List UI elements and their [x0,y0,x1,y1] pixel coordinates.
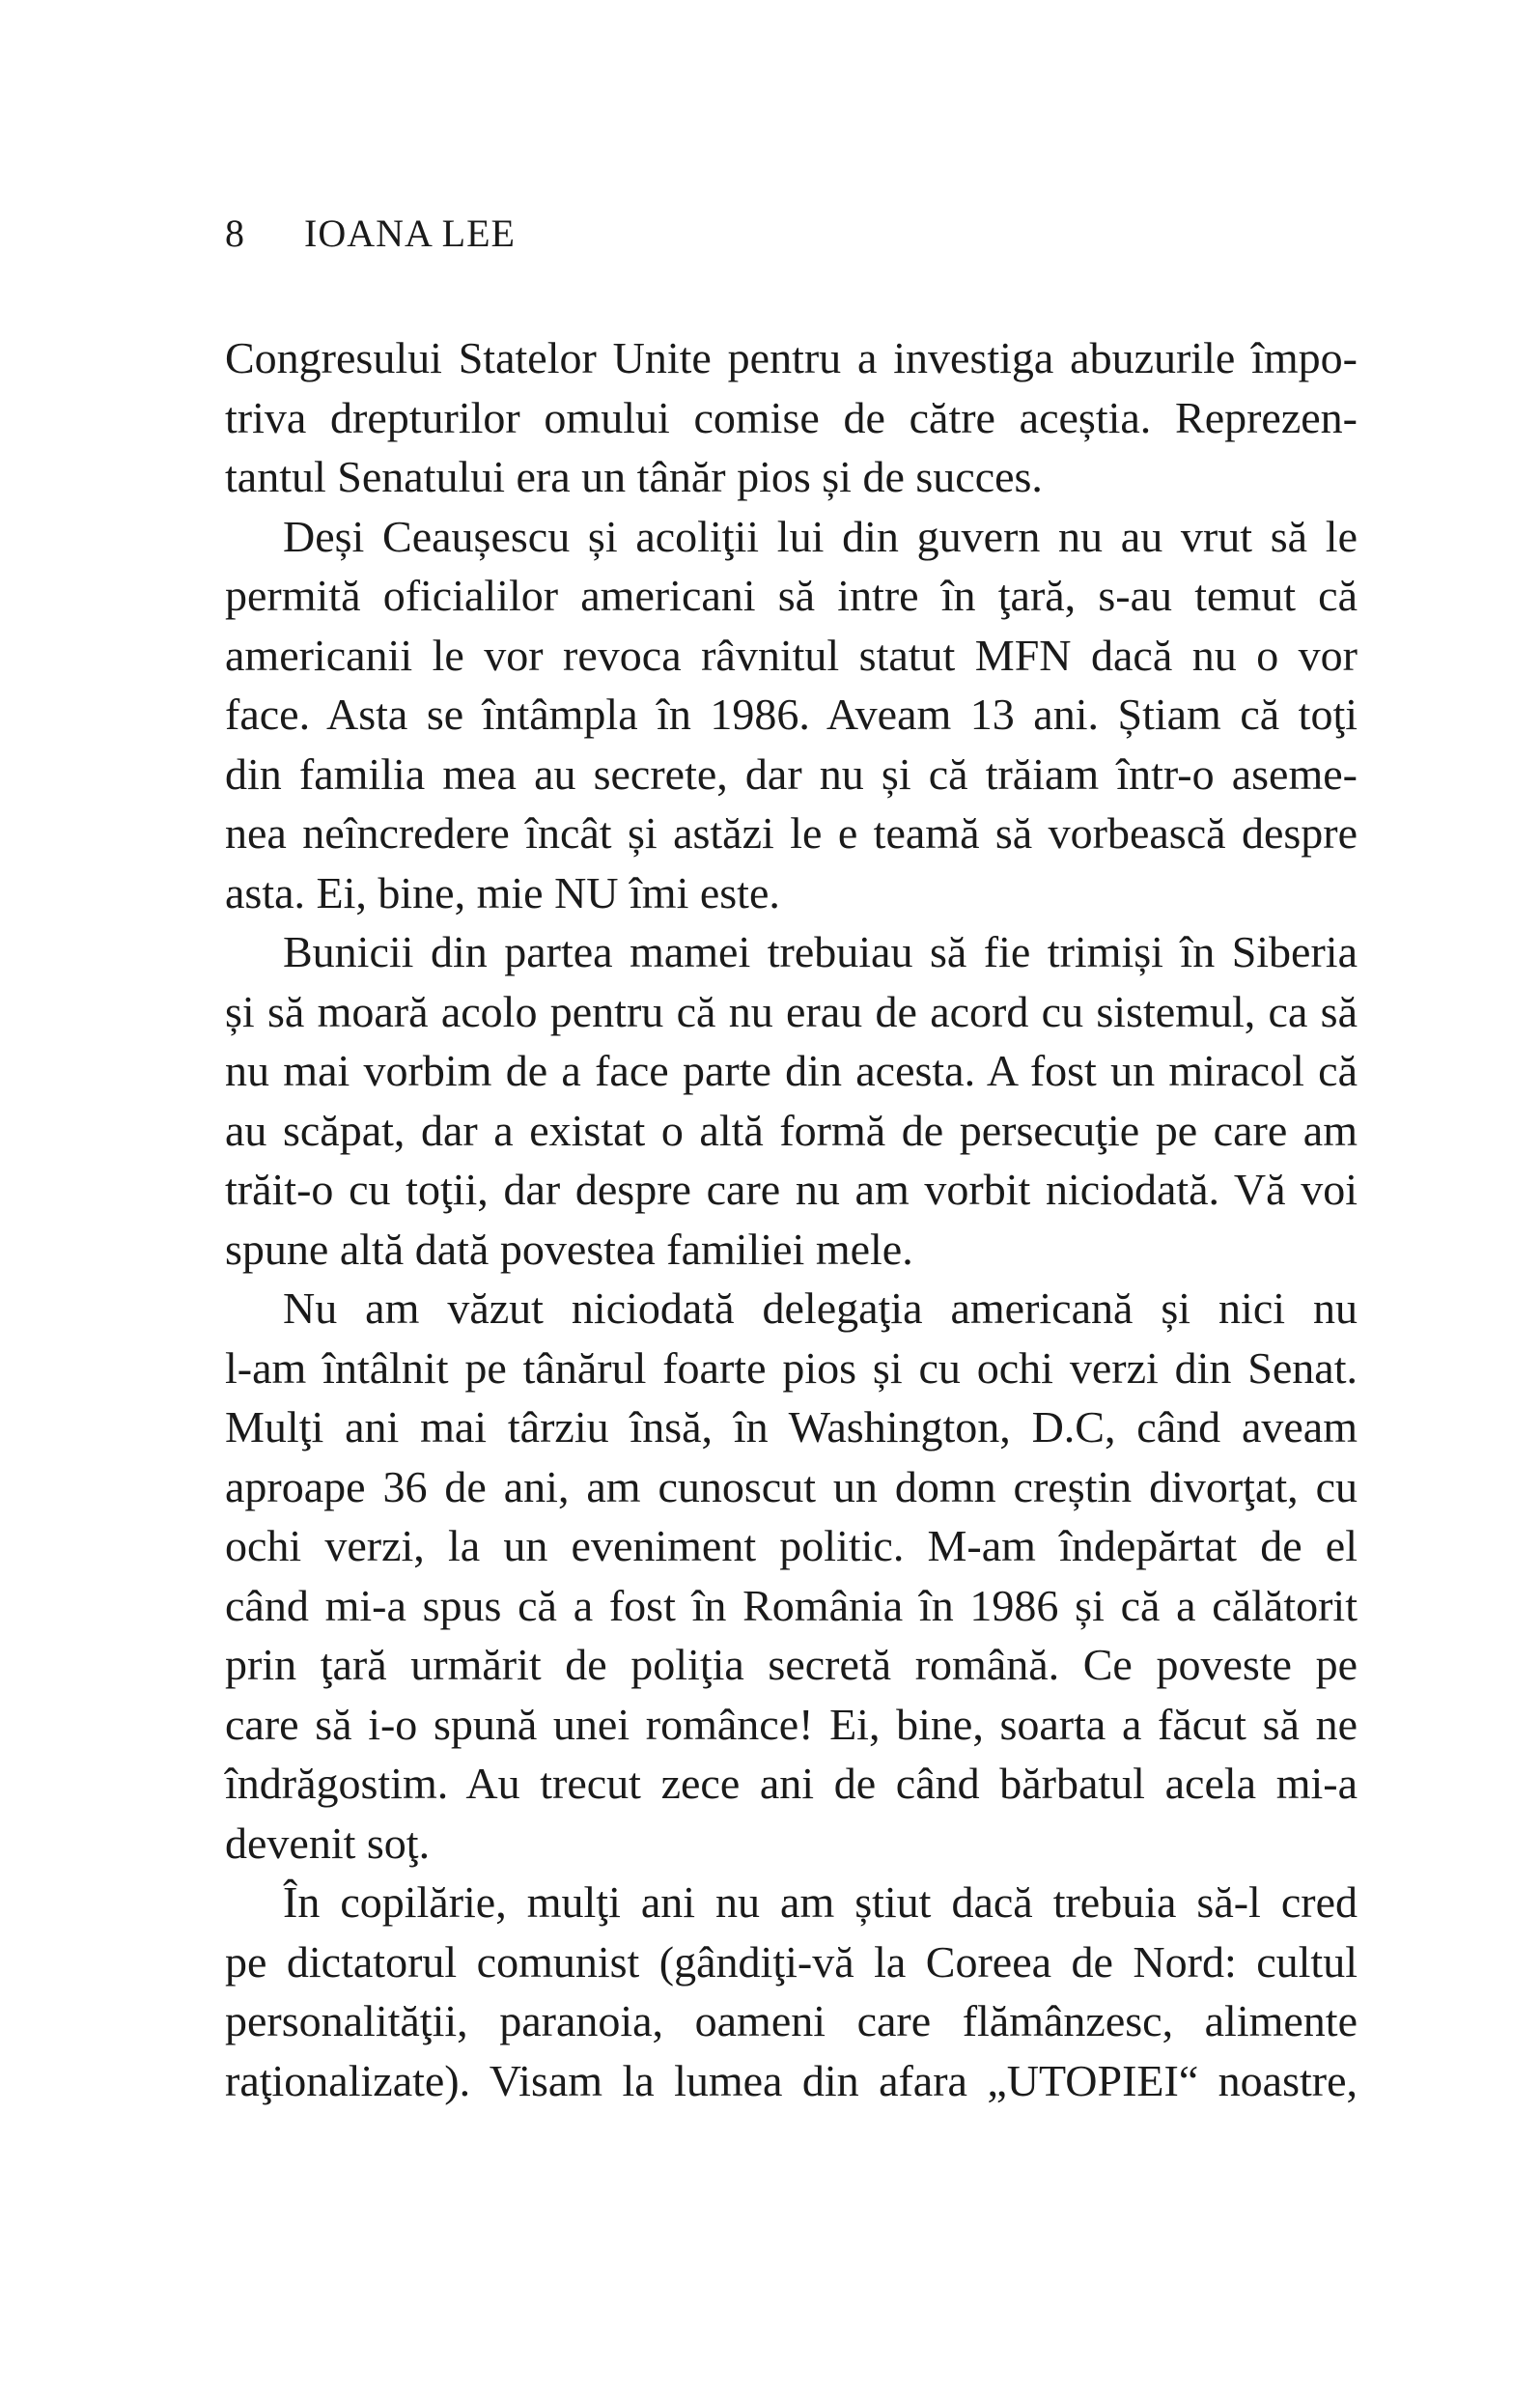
text-line: au scăpat, dar a existat o altă formă de persecuţie pe care am [225,1105,1358,1155]
text-line: triva drepturilor omului comise de către aceștia. Reprezen- [225,392,1358,442]
body-text [225,328,1358,2110]
text-line: și să moară acolo pentru că nu erau de acord cu sistemul, ca să [225,986,1358,1036]
text-line: nu mai vorbim de a face parte din acesta. A fost un miracol că [225,1046,1358,1095]
running-head [225,211,516,257]
page-number: 8 [225,211,245,255]
text-line: l-am întâlnit pe tânărul foarte pios și cu ochi verzi din Senat. [225,1342,1358,1393]
text-line: Deși Ceaușescu și acoliţii lui din guvern nu au vrut să le [283,511,1358,561]
text-line: personalităţii, paranoia, oameni care flămânzesc, alimente [225,1996,1358,2045]
text-line: aproape 36 de ani, am cunoscut un domn creștin divorţat, cu [225,1461,1358,1511]
text-line: Nu am văzut niciodată delegaţia americană și nici nu [283,1283,1358,1333]
text-line: Bunicii din partea mamei trebuiau să fie trimiși în Siberia [283,927,1358,976]
text-line: raţionalizate). Visam la lumea din afara „UTOPIEI“ noastre, [225,2055,1358,2105]
text-line: tantul Senatului era un tânăr pios și de succes. [225,452,1043,501]
text-line: asta. Ei, bine, mie NU îmi este. [225,867,780,917]
text-line: când mi-a spus că a fost în România în 1986 și că a călătorit [225,1580,1358,1630]
author-name: IOANA LEE [304,211,516,255]
text-line: trăit-o cu toţii, dar despre care nu am vorbit niciodată. Vă voi [225,1165,1358,1214]
text-line: ochi verzi, la un eveniment politic. M-am îndepărtat de el [225,1521,1358,1570]
text-line: Mulţi ani mai târziu însă, în Washington, D.C, când aveam [225,1402,1358,1452]
text-line: În copilărie, mulţi ani nu am știut dacă trebuia să-l cred [283,1877,1358,1927]
text-line: din familia mea au secrete, dar nu și că trăiam într-o aseme- [225,748,1358,799]
text-line: pe dictatorul comunist (gândiţi-vă la Coreea de Nord: cultul [225,1936,1358,1987]
text-line: îndrăgostim. Au trecut zece ani de când bărbatul acela mi-a [225,1759,1358,1808]
text-line: nea neîncredere încât și astăzi le e teamă să vorbească despre [225,808,1358,858]
text-line: americanii le vor revoca râvnitul statut MFN dacă nu o vor [225,630,1358,680]
text-line: face. Asta se întâmpla în 1986. Aveam 13 ani. Știam că toţi [225,690,1358,739]
text-line: permită oficialilor americani să intre în ţară, s-au temut că [225,571,1358,620]
text-line: devenit soţ. [225,1818,431,1868]
text-line: Congresului Statelor Unite pentru a investiga abuzurile împo- [225,333,1358,382]
text-line: spune altă dată povestea familiei mele. [225,1224,913,1274]
text-line: care să i-o spună unei românce! Ei, bine, soarta a făcut să ne [225,1699,1358,1749]
text-line: prin ţară urmărit de poliţia secretă română. Ce poveste pe [225,1640,1358,1689]
